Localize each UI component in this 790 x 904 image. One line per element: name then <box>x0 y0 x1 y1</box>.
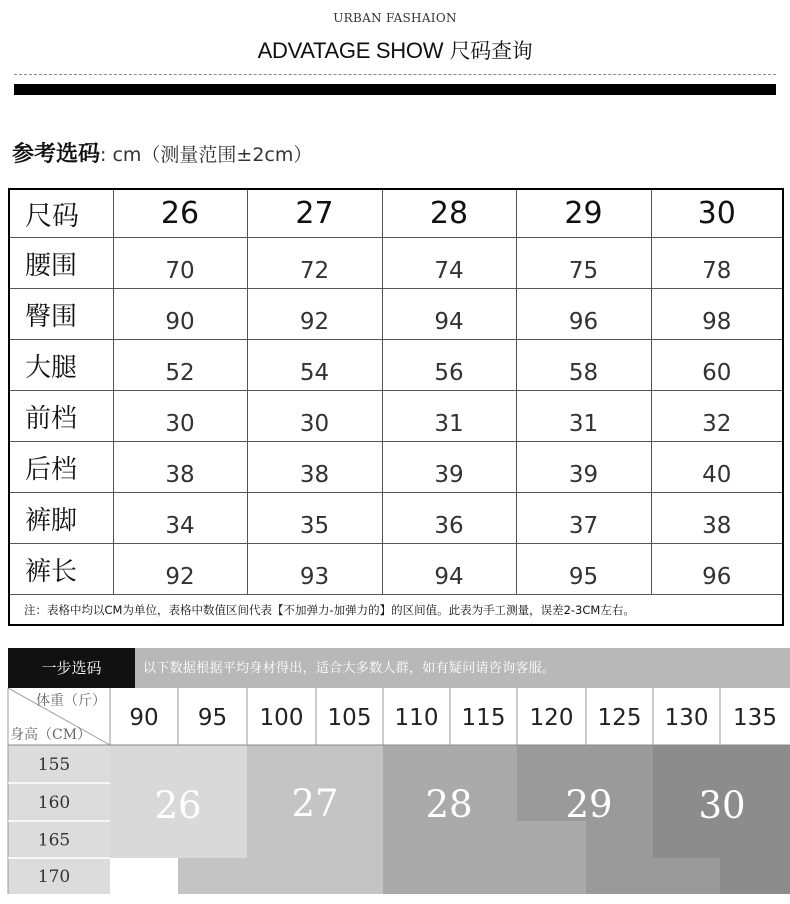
size-label: 30 <box>698 784 746 827</box>
measurement-value: 92 <box>247 289 382 340</box>
step-description: 以下数据根据平均身材得出，适合大多数人群，如有疑问请咨询客服。 <box>143 661 556 676</box>
size-label: 26 <box>154 784 202 827</box>
measurement-value: 54 <box>247 340 382 391</box>
measurement-label: 臀围 <box>9 289 113 340</box>
measurement-label: 大腿 <box>9 340 113 391</box>
measurement-label: 腰围 <box>9 238 113 289</box>
measurement-row <box>9 544 783 595</box>
size-label: 27 <box>291 782 339 825</box>
size-band <box>586 821 653 894</box>
title-english: ADVATAGE SHOW <box>257 38 444 63</box>
reference-unit: : cm（测量范围±2cm） <box>100 144 313 166</box>
header-bar <box>14 84 776 95</box>
measurement-value: 35 <box>247 493 382 544</box>
measurement-row <box>9 238 783 289</box>
reference-title: 参考选码 <box>12 142 101 167</box>
size-table <box>8 188 784 626</box>
measurement-value: 34 <box>113 493 247 544</box>
size-header-cell: 29 <box>516 189 651 238</box>
weight-header: 95 <box>197 705 228 731</box>
measurement-value: 78 <box>651 238 783 289</box>
measurement-value: 74 <box>382 238 516 289</box>
weight-header: 120 <box>529 705 574 731</box>
measurement-row <box>9 289 783 340</box>
height-label: 165 <box>37 830 71 851</box>
measurement-value: 98 <box>651 289 783 340</box>
weight-header: 90 <box>129 705 159 731</box>
measurement-label: 前档 <box>9 391 113 442</box>
measurement-value: 40 <box>651 442 783 493</box>
measurement-value: 95 <box>516 544 651 595</box>
page-title <box>0 35 790 65</box>
reference-label <box>12 137 312 168</box>
empty-cell <box>110 858 178 894</box>
measurement-row <box>9 391 783 442</box>
measurement-value: 39 <box>382 442 516 493</box>
size-band <box>178 858 247 894</box>
note-row <box>9 595 783 626</box>
weight-header: 135 <box>733 705 777 731</box>
size-label: 29 <box>565 783 613 826</box>
size-header-cell: 27 <box>247 189 382 238</box>
corner-weight-label: 体重（斤） <box>36 693 106 709</box>
measurement-value: 31 <box>516 391 651 442</box>
measurement-value: 58 <box>516 340 651 391</box>
table-note: 注：表格中均以CM为单位，表格中数值区间代表【不加弹力-加弹力的】的区间值。此表为手工测量，误差2-3CM左右。 <box>9 595 783 626</box>
measurement-label: 后档 <box>9 442 113 493</box>
size-band <box>517 821 586 894</box>
measurement-value: 96 <box>651 544 783 595</box>
measurement-value: 38 <box>651 493 783 544</box>
measurement-value: 70 <box>113 238 247 289</box>
title-chinese: 尺码查询 <box>449 39 533 63</box>
size-label: 28 <box>425 783 473 826</box>
measurement-value: 32 <box>651 391 783 442</box>
measurement-value: 31 <box>382 391 516 442</box>
weight-header: 110 <box>394 705 439 731</box>
measurement-value: 92 <box>113 544 247 595</box>
size-header-cell: 30 <box>651 189 783 238</box>
measurement-value: 60 <box>651 340 783 391</box>
weight-header: 115 <box>461 705 506 731</box>
size-bands <box>8 745 790 894</box>
measurement-value: 30 <box>247 391 382 442</box>
corner-height-label: 身高（CM） <box>10 727 92 743</box>
measurement-value: 39 <box>516 442 651 493</box>
size-header-label: 尺码 <box>9 189 113 238</box>
measurement-label: 裤长 <box>9 544 113 595</box>
measurement-row <box>9 340 783 391</box>
measurement-value: 93 <box>247 544 382 595</box>
size-recommendation-grid <box>0 688 790 904</box>
weight-header: 125 <box>597 705 642 731</box>
measurement-value: 90 <box>113 289 247 340</box>
measurement-label: 裤脚 <box>9 493 113 544</box>
measurement-value: 37 <box>516 493 651 544</box>
dashed-divider <box>14 74 776 75</box>
brand-name: URBAN FASHAION <box>333 11 457 25</box>
weight-header: 100 <box>259 705 304 731</box>
height-label: 160 <box>37 793 71 813</box>
measurement-value: 72 <box>247 238 382 289</box>
measurement-value: 38 <box>247 442 382 493</box>
weight-header: 130 <box>664 705 709 731</box>
measurement-value: 30 <box>113 391 247 442</box>
weight-header: 105 <box>327 705 372 731</box>
size-header-cell: 28 <box>382 189 516 238</box>
measurement-value: 36 <box>382 493 516 544</box>
measurement-value: 94 <box>382 544 516 595</box>
size-header-row <box>9 189 783 238</box>
height-label: 155 <box>37 755 71 775</box>
height-label: 170 <box>37 867 71 887</box>
measurement-row <box>9 493 783 544</box>
size-band <box>720 858 790 894</box>
step-badge: 一步选码 <box>8 648 135 688</box>
measurement-value: 96 <box>516 289 651 340</box>
measurement-value: 38 <box>113 442 247 493</box>
measurement-row <box>9 442 783 493</box>
size-header-cell: 26 <box>113 189 247 238</box>
measurement-value: 56 <box>382 340 516 391</box>
measurement-value: 94 <box>382 289 516 340</box>
measurement-value: 75 <box>516 238 651 289</box>
size-table-body <box>9 189 783 625</box>
size-band <box>653 858 720 894</box>
measurement-value: 52 <box>113 340 247 391</box>
